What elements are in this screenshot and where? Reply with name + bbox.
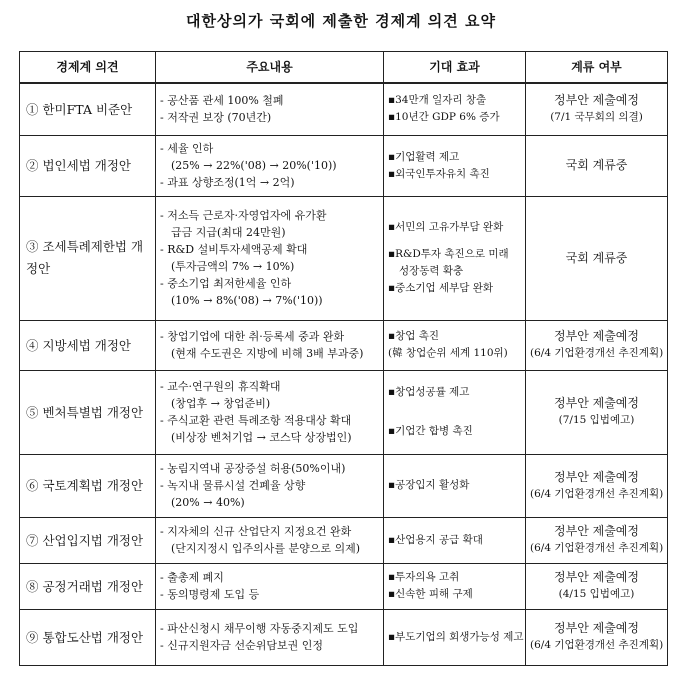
opinion-cell: ① 한미FTA 비준안 [20, 83, 156, 135]
table-header-row [20, 52, 668, 84]
status-cell [526, 563, 668, 609]
header-opinion: 경제계 의견 [20, 52, 156, 84]
effect-line: ▪공장입지 활성화 [388, 479, 470, 491]
effect-line: ▪서민의 고유가부담 완화 [388, 221, 504, 233]
status-cell [526, 196, 668, 320]
opinion-cell: ⑧ 공정거래법 개정안 [20, 563, 156, 609]
content-cell [156, 370, 384, 454]
content-cell [156, 517, 384, 563]
table-row [20, 517, 668, 563]
content-line: (비상장 벤처기업 → 코스닥 상장법인) [171, 431, 352, 444]
table-row [20, 563, 668, 609]
effect-cell [384, 517, 526, 563]
content-line: - 창업기업에 대한 취·등록세 중과 완화 [160, 330, 345, 343]
content-line: (20% → 40%) [171, 496, 245, 509]
content-cell [156, 196, 384, 320]
effect-cell [384, 609, 526, 665]
status-note: (7/15 입법예고) [558, 414, 635, 426]
effect-line: (韓 창업순위 세계 110위) [388, 347, 508, 359]
status-note: (6/4 기업환경개선 추진계획) [530, 639, 664, 651]
effect-cell [384, 454, 526, 517]
status-cell [526, 83, 668, 135]
effect-line: ▪창업성공률 제고 [388, 386, 470, 398]
header-content: 주요내용 [156, 52, 384, 84]
status-line: 국회 계류중 [565, 158, 628, 172]
content-line: - 녹지내 물류시설 건폐율 상향 [160, 479, 306, 492]
content-line: - 출총제 폐지 [160, 571, 224, 584]
content-line: - 신규지원자금 선순위담보권 인정 [160, 639, 323, 652]
content-line: (단지지정시 입주의사를 분양으로 의제) [171, 542, 361, 555]
status-note: (6/4 기업환경개선 추진계획) [530, 542, 664, 554]
table-row [20, 135, 668, 196]
status-note: (7/1 국무회의 의결) [550, 111, 643, 124]
status-line: 정부안 제출예정 [554, 570, 639, 584]
content-cell [156, 320, 384, 370]
content-line: 급금 지급(최대 24만원) [171, 226, 286, 239]
status-cell [526, 370, 668, 454]
content-line: - R&D 설비투자세액공제 확대 [160, 243, 308, 256]
content-line: (투자금액의 7% → 10%) [171, 260, 295, 273]
content-cell [156, 563, 384, 609]
content-line: - 파산신청시 채무이행 자동중지제도 도입 [160, 622, 359, 635]
content-line: - 농림지역내 공장증설 허용(50%이내) [160, 462, 346, 475]
effect-line: ▪창업 촉진 [388, 330, 440, 342]
effect-line: ▪신속한 피해 구제 [388, 588, 473, 600]
status-line: 정부안 제출예정 [554, 469, 639, 484]
opinion-cell: ③ 조세특례제한법 개정안 [20, 196, 156, 320]
content-line: - 공산품 관세 100% 철폐 [160, 94, 284, 108]
content-line: - 주식교환 관련 특례조항 적용대상 확대 [160, 414, 352, 427]
content-line: (현재 수도권은 지방에 비해 3배 부과중) [171, 347, 364, 360]
effect-cell [384, 83, 526, 135]
content-line: (창업후 → 창업준비) [171, 397, 271, 410]
status-note: (6/4 기업환경개선 추진계획) [530, 347, 664, 359]
table-row [20, 196, 668, 320]
status-cell [526, 320, 668, 370]
content-line: (10% → 8%('08) → 7%('10)) [171, 294, 323, 307]
opinion-cell: ⑥ 국토계획법 개정안 [20, 454, 156, 517]
content-line: - 지자체의 신규 산업단지 지정요건 완화 [160, 525, 352, 538]
effect-line: ▪중소기업 세부담 완화 [388, 282, 494, 294]
content-line: - 저작권 보장 (70년간) [160, 111, 272, 125]
effect-cell [384, 320, 526, 370]
status-line: 국회 계류중 [565, 250, 628, 265]
status-note: (4/15 입법예고) [558, 588, 635, 600]
content-line: (25% → 22%('08) → 20%('10)) [171, 159, 337, 172]
status-cell [526, 517, 668, 563]
table-row [20, 83, 668, 135]
status-cell [526, 609, 668, 665]
table-row [20, 320, 668, 370]
effect-line: ▪외국인투자유치 촉진 [388, 167, 490, 180]
status-line: 정부안 제출예정 [554, 396, 639, 410]
content-line: - 중소기업 최저한세율 인하 [160, 277, 292, 290]
opinion-cell: ② 법인세법 개정안 [20, 135, 156, 196]
opinion-summary-table [19, 51, 668, 666]
content-line: - 교수·연구원의 휴직확대 [160, 380, 281, 393]
content-line: - 세율 인하 [160, 142, 214, 155]
effect-line: ▪산업용지 공급 확대 [388, 533, 483, 546]
content-cell [156, 609, 384, 665]
status-cell [526, 135, 668, 196]
status-note: (6/4 기업환경개선 추진계획) [530, 487, 664, 500]
effect-cell [384, 370, 526, 454]
content-cell [156, 135, 384, 196]
opinion-cell: ⑦ 산업입지법 개정안 [20, 517, 156, 563]
effect-line: ▪10년간 GDP 6% 증가 [388, 111, 500, 124]
table-row [20, 370, 668, 454]
effect-line: ▪기업활력 제고 [388, 150, 460, 163]
table-row [20, 609, 668, 665]
content-line: - 저소득 근로자·자영업자에 유가환 [160, 209, 327, 222]
effect-cell [384, 196, 526, 320]
effect-cell [384, 135, 526, 196]
opinion-cell: ⑨ 통합도산법 개정안 [20, 609, 156, 665]
effect-line: ▪R&D투자 촉진으로 미래 [388, 248, 509, 260]
opinion-cell: ④ 지방세법 개정안 [20, 320, 156, 370]
status-cell [526, 454, 668, 517]
status-line: 정부안 제출예정 [554, 329, 639, 343]
opinion-cell: ⑤ 벤처특별법 개정안 [20, 370, 156, 454]
effect-line: ▪기업간 합병 촉진 [388, 425, 473, 437]
effect-line: 성장동력 확충 [399, 265, 464, 277]
content-line: - 과표 상향조정(1억 → 2억) [160, 176, 295, 189]
effect-line: ▪34만개 일자리 창출 [388, 94, 487, 107]
content-cell [156, 83, 384, 135]
effect-cell [384, 563, 526, 609]
table-row [20, 454, 668, 517]
content-line: - 동의명령제 도입 등 [160, 588, 260, 601]
content-cell [156, 454, 384, 517]
status-line: 정부안 제출예정 [554, 621, 639, 635]
effect-line: ▪투자의욕 고취 [388, 571, 460, 583]
status-line: 정부안 제출예정 [554, 524, 639, 538]
header-effect: 기대 효과 [384, 52, 526, 84]
document-title: 대한상의가 국회에 제출한 경제계 의견 요약 [186, 12, 496, 30]
effect-line: ▪부도기업의 회생가능성 제고 [388, 630, 524, 643]
header-status: 계류 여부 [526, 52, 668, 84]
status-line: 정부안 제출예정 [554, 93, 639, 108]
